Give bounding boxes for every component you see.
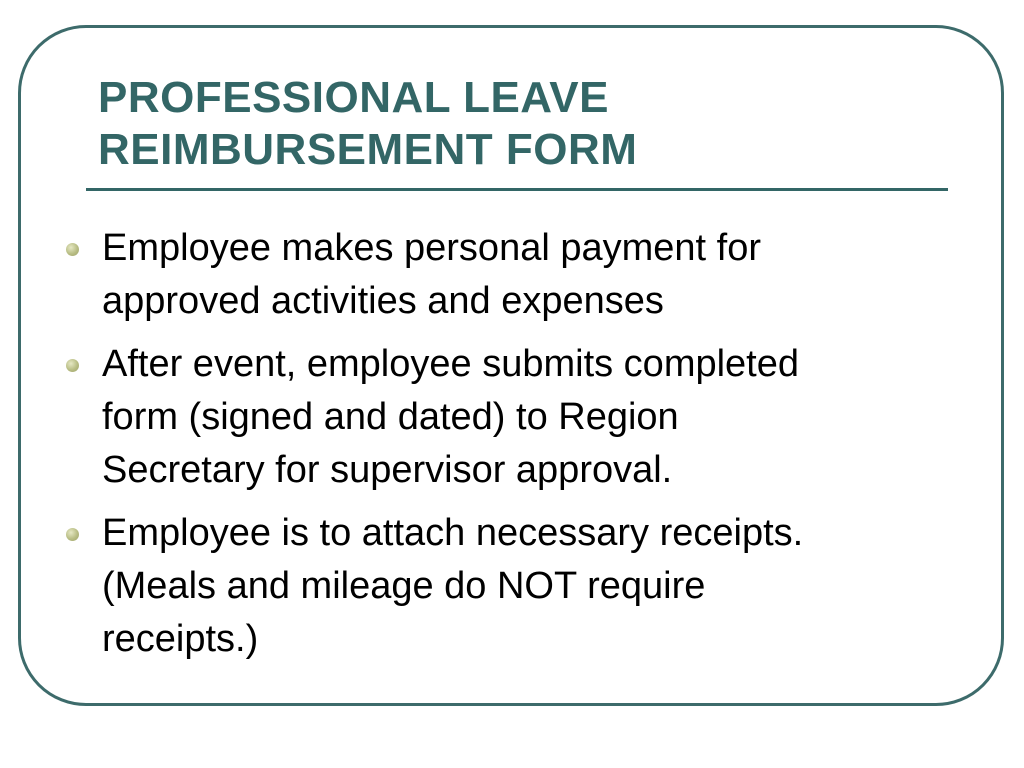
title-line: REIMBURSEMENT FORM [98, 125, 638, 174]
bullet-text-line: form (signed and dated) to Region [102, 396, 679, 438]
bullet-text-line: Employee is to attach necessary receipts. [102, 512, 804, 554]
bullet-text-line: approved activities and expenses [102, 280, 664, 322]
bullet-list [62, 222, 942, 676]
bullet-text-line: receipts.) [102, 618, 259, 660]
bullet-text-line: Employee makes personal payment for [102, 227, 761, 269]
bullet-dot-icon [66, 359, 79, 372]
bullet-text-line: After event, employee submits completed [102, 343, 800, 385]
bullet-item [62, 338, 942, 497]
bullet-dot-icon [66, 243, 79, 256]
bullet-item [62, 222, 942, 328]
bullet-item [62, 507, 942, 666]
slide-title [98, 72, 938, 176]
bullet-text-line: Secretary for supervisor approval. [102, 449, 673, 491]
title-underline [86, 188, 948, 191]
bullet-dot-icon [66, 528, 79, 541]
title-line: PROFESSIONAL LEAVE [98, 73, 610, 122]
bullet-text-line: (Meals and mileage do NOT require [102, 565, 706, 607]
